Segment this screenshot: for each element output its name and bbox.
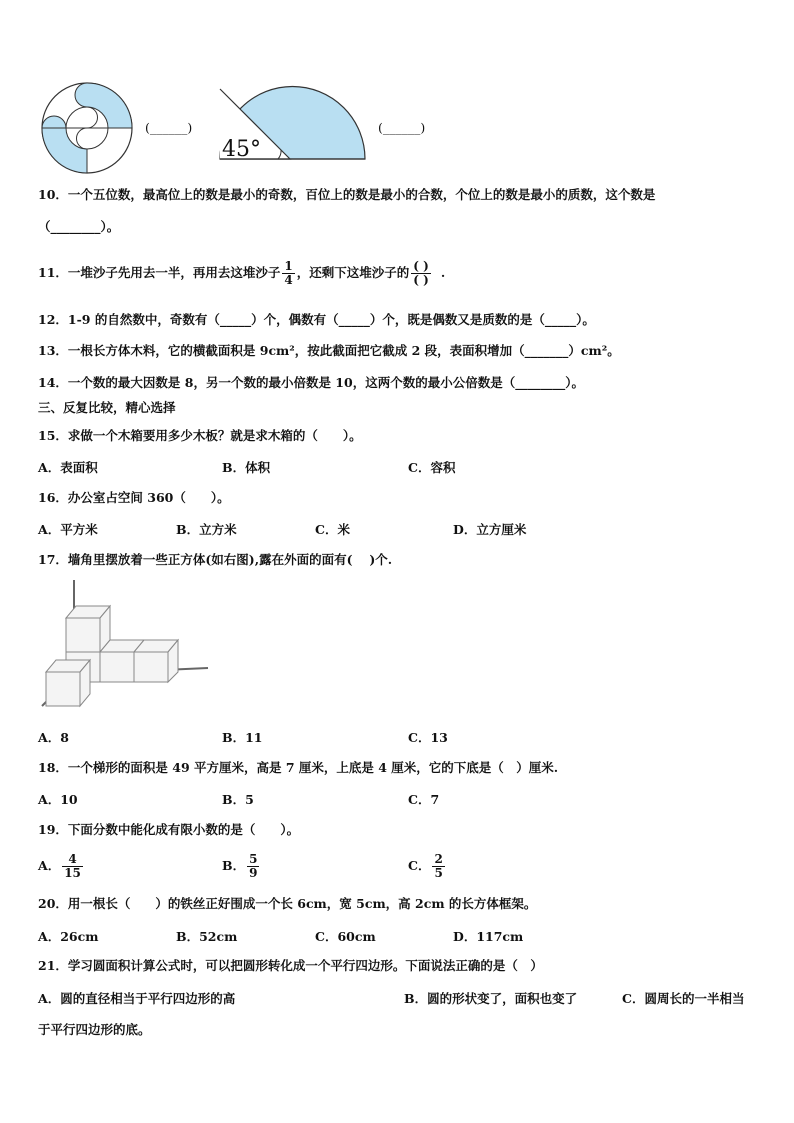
q21-option-b: B．圆的形状变了，面积也变了 (404, 991, 578, 1006)
q21-option-c-continued: 于平行四边形的底。 (38, 1022, 151, 1037)
q19-c-numerator: 2 (434, 852, 443, 866)
semicircle-figure (212, 84, 370, 162)
q20-option-d: D．117cm (453, 929, 524, 944)
q15-option-b: B．体积 (222, 460, 271, 475)
q19-c-denominator: 5 (434, 866, 443, 880)
q20-option-c: C．60cm (315, 929, 376, 944)
q11-answer-fraction (411, 260, 431, 287)
q13: 13．一根长方体木料，它的横截面积是 9cm²，按此截面把它截成 2 段，表面积增加（_______）cm²。 (38, 343, 620, 358)
q11-prefix: 11．一堆沙子先用去一半，再用去这堆沙子 (38, 265, 281, 280)
q19-option-a (38, 848, 85, 884)
q19-c-label: C． (408, 858, 431, 873)
q11-frac-denominator: 4 (284, 273, 293, 287)
q19-b-label: B． (222, 858, 246, 873)
q17-option-a: A．8 (38, 730, 69, 745)
q19-stem: 19．下面分数中能化成有限小数的是（ ）。 (38, 822, 300, 837)
q11-frac-numerator: 1 (284, 259, 293, 273)
q11 (38, 255, 445, 291)
q20-option-b: B．52cm (176, 929, 238, 944)
q18-option-c: C．7 (408, 792, 440, 807)
q14: 14．一个数的最大因数是 8，另一个数的最小倍数是 10，这两个数的最小公倍数是（________）。 (38, 375, 584, 390)
q19-a-numerator: 4 (62, 853, 83, 867)
q11-fraction (282, 260, 294, 287)
q21-option-c: C．圆周长的一半相当 (622, 991, 745, 1006)
q19-a-label: A． (38, 858, 61, 873)
q20-stem: 20．用一根长（ ）的铁丝正好围成一个长 6cm，宽 5cm，高 2cm 的长方体框架。 (38, 896, 537, 911)
q19-b-denominator: 9 (249, 866, 258, 880)
q16-option-a: A．平方米 (38, 522, 98, 537)
q16-option-d: D．立方厘米 (453, 522, 527, 537)
q12: 12．1-9 的自然数中，奇数有（_____）个，偶数有（_____）个，既是偶数又是质数的是（_____）。 (38, 312, 595, 327)
q19-b-fraction (247, 853, 259, 880)
q21-stem: 21．学习圆面积计算公式时，可以把圆形转化成一个平行四边形。下面说法正确的是（ ） (38, 958, 543, 973)
q19-c-fraction (432, 853, 444, 880)
q18-option-a: A．10 (38, 792, 78, 807)
q16-option-c: C．米 (315, 522, 350, 537)
q19-b-numerator: 5 (249, 852, 258, 866)
q11-ans-denominator: ( ) (413, 273, 429, 287)
q20-option-a: A．26cm (38, 929, 99, 944)
q11-suffix: . (440, 265, 446, 280)
q19-a-fraction (62, 853, 83, 880)
circle-figure (38, 82, 138, 176)
q19-option-c (408, 848, 447, 884)
q19-a-denominator: 15 (64, 866, 81, 880)
q16-stem: 16．办公室占空间 360（ ）。 (38, 490, 230, 505)
q10-line1: 10．一个五位数，最高位上的数是最小的奇数，百位上的数是最小的合数，个位上的数是最小的质数，这个数是 (38, 187, 656, 202)
q10-line2: （________）。 (38, 219, 120, 234)
angle-label: 45° (222, 137, 261, 162)
cubes-in-corner-figure (38, 578, 210, 714)
blank-1: (______) (145, 120, 193, 135)
q19-option-b (222, 848, 261, 884)
q15-option-c: C．容积 (408, 460, 456, 475)
q18-stem: 18．一个梯形的面积是 49 平方厘米，高是 7 厘米，上底是 4 厘米，它的下底是（ ）厘米. (38, 760, 559, 775)
blank-2: (______) (378, 120, 426, 135)
q16-option-b: B．立方米 (176, 522, 237, 537)
q15-option-a: A．表面积 (38, 460, 98, 475)
section-3-heading: 三、反复比较，精心选择 (38, 400, 176, 415)
q18-option-b: B．5 (222, 792, 254, 807)
q11-ans-numerator: ( ) (413, 259, 429, 273)
q21-option-a: A．圆的直径相当于平行四边形的高 (38, 991, 236, 1006)
q17-option-c: C．13 (408, 730, 448, 745)
q11-middle: ，还剩下这堆沙子的 (296, 265, 410, 280)
q17-stem: 17．墙角里摆放着一些正方体(如右图),露在外面的面有( )个. (38, 552, 393, 567)
q15-stem: 15．求做一个木箱要用多少木板？就是求木箱的（ ）。 (38, 428, 362, 443)
q17-option-b: B．11 (222, 730, 263, 745)
